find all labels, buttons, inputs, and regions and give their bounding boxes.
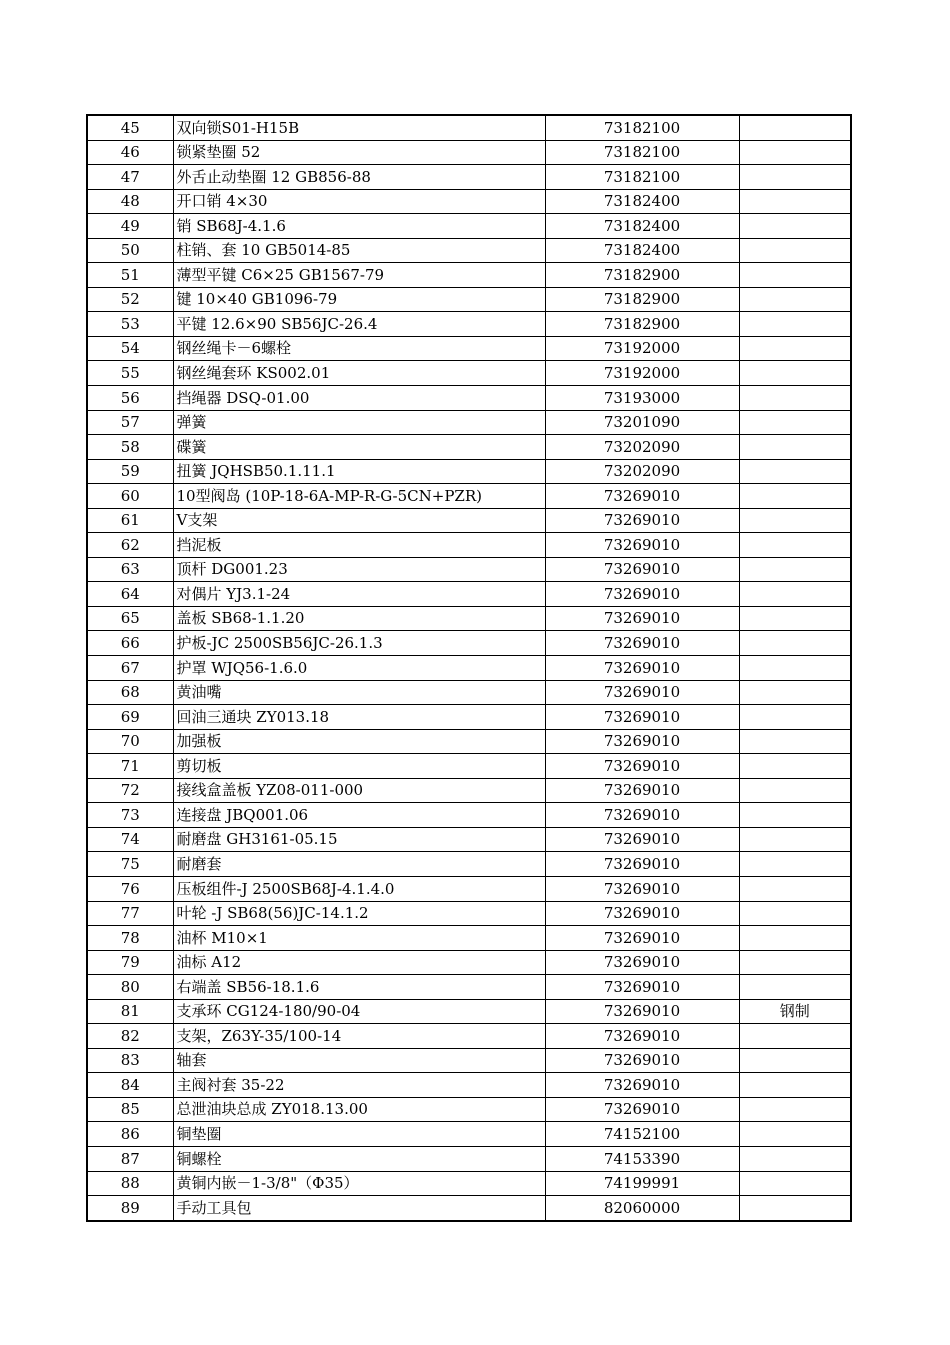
remark-cell <box>739 1097 851 1122</box>
hs-code-cell: 73269010 <box>545 1097 739 1122</box>
remark-cell <box>739 754 851 779</box>
table-row <box>87 336 851 361</box>
row-number-cell: 66 <box>87 631 173 656</box>
remark-cell <box>739 1122 851 1147</box>
item-name-cell: 耐磨盘 GH3161-05.15 <box>173 827 545 852</box>
item-name-cell: 油杯 M10×1 <box>173 926 545 951</box>
item-name-cell: 铜螺栓 <box>173 1146 545 1171</box>
row-number-cell: 53 <box>87 312 173 337</box>
hs-code-cell: 73269010 <box>545 533 739 558</box>
remark-cell <box>739 312 851 337</box>
remark-cell <box>739 557 851 582</box>
row-number-cell: 78 <box>87 926 173 951</box>
table-row <box>87 386 851 411</box>
remark-cell <box>739 533 851 558</box>
remark-cell <box>739 803 851 828</box>
hs-code-cell: 73182100 <box>545 115 739 140</box>
remark-cell <box>739 975 851 1000</box>
remark-cell <box>739 1024 851 1049</box>
row-number-cell: 59 <box>87 459 173 484</box>
row-number-cell: 49 <box>87 214 173 239</box>
hs-code-cell: 73269010 <box>545 606 739 631</box>
item-name-cell: 剪切板 <box>173 754 545 779</box>
hs-code-cell: 73202090 <box>545 459 739 484</box>
item-name-cell: 钢丝绳卡－6螺栓 <box>173 336 545 361</box>
hs-code-cell: 73182900 <box>545 312 739 337</box>
row-number-cell: 85 <box>87 1097 173 1122</box>
hs-code-cell: 73269010 <box>545 975 739 1000</box>
item-name-cell: 钢丝绳套环 KS002.01 <box>173 361 545 386</box>
remark-cell <box>739 926 851 951</box>
remark-cell <box>739 778 851 803</box>
item-name-cell: 挡泥板 <box>173 533 545 558</box>
row-number-cell: 48 <box>87 189 173 214</box>
table-row <box>87 410 851 435</box>
table-row <box>87 778 851 803</box>
item-name-cell: 挡绳器 DSQ-01.00 <box>173 386 545 411</box>
remark-cell <box>739 827 851 852</box>
row-number-cell: 65 <box>87 606 173 631</box>
table-row <box>87 214 851 239</box>
table-row <box>87 656 851 681</box>
remark-cell <box>739 1196 851 1221</box>
table-row <box>87 827 851 852</box>
table-row <box>87 435 851 460</box>
item-name-cell: 销 SB68J-4.1.6 <box>173 214 545 239</box>
remark-cell <box>739 852 851 877</box>
table-row <box>87 803 851 828</box>
table-row <box>87 1146 851 1171</box>
item-name-cell: 平键 12.6×90 SB56JC-26.4 <box>173 312 545 337</box>
item-name-cell: 总泄油块总成 ZY018.13.00 <box>173 1097 545 1122</box>
remark-cell <box>739 459 851 484</box>
hs-code-cell: 73182400 <box>545 189 739 214</box>
remark-cell <box>739 165 851 190</box>
remark-cell <box>739 435 851 460</box>
remark-cell <box>739 901 851 926</box>
item-name-cell: 接线盒盖板 YZ08-011-000 <box>173 778 545 803</box>
item-name-cell: 扭簧 JQHSB50.1.11.1 <box>173 459 545 484</box>
table-row <box>87 557 851 582</box>
row-number-cell: 55 <box>87 361 173 386</box>
remark-cell: 钢制 <box>739 999 851 1024</box>
hs-code-cell: 73269010 <box>545 926 739 951</box>
hs-code-cell: 82060000 <box>545 1196 739 1221</box>
table-row <box>87 950 851 975</box>
parts-table <box>86 114 852 1222</box>
remark-cell <box>739 656 851 681</box>
hs-code-cell: 73269010 <box>545 1073 739 1098</box>
table-row <box>87 729 851 754</box>
table-row <box>87 631 851 656</box>
row-number-cell: 68 <box>87 680 173 705</box>
table-row <box>87 361 851 386</box>
hs-code-cell: 73269010 <box>545 582 739 607</box>
table-row <box>87 189 851 214</box>
item-name-cell: 油标 A12 <box>173 950 545 975</box>
row-number-cell: 47 <box>87 165 173 190</box>
table-row <box>87 926 851 951</box>
row-number-cell: 71 <box>87 754 173 779</box>
remark-cell <box>739 1048 851 1073</box>
remark-cell <box>739 410 851 435</box>
hs-code-cell: 73192000 <box>545 336 739 361</box>
item-name-cell: 柱销、套 10 GB5014-85 <box>173 238 545 263</box>
remark-cell <box>739 606 851 631</box>
row-number-cell: 50 <box>87 238 173 263</box>
row-number-cell: 81 <box>87 999 173 1024</box>
item-name-cell: 薄型平键 C6×25 GB1567-79 <box>173 263 545 288</box>
hs-code-cell: 73182900 <box>545 263 739 288</box>
table-row <box>87 140 851 165</box>
item-name-cell: 手动工具包 <box>173 1196 545 1221</box>
hs-code-cell: 73269010 <box>545 754 739 779</box>
row-number-cell: 56 <box>87 386 173 411</box>
item-name-cell: 黄油嘴 <box>173 680 545 705</box>
hs-code-cell: 73269010 <box>545 508 739 533</box>
table-row <box>87 999 851 1024</box>
row-number-cell: 76 <box>87 876 173 901</box>
row-number-cell: 88 <box>87 1171 173 1196</box>
table-row <box>87 484 851 509</box>
remark-cell <box>739 386 851 411</box>
row-number-cell: 72 <box>87 778 173 803</box>
row-number-cell: 86 <box>87 1122 173 1147</box>
remark-cell <box>739 115 851 140</box>
hs-code-cell: 73182100 <box>545 165 739 190</box>
item-name-cell: 10型阀岛 (10P-18-6A-MP-R-G-5CN+PZR) <box>173 484 545 509</box>
table-row <box>87 165 851 190</box>
hs-code-cell: 73269010 <box>545 901 739 926</box>
remark-cell <box>739 729 851 754</box>
item-name-cell: 碟簧 <box>173 435 545 460</box>
item-name-cell: 加强板 <box>173 729 545 754</box>
parts-table-body <box>87 115 851 1221</box>
hs-code-cell: 73269010 <box>545 803 739 828</box>
table-row <box>87 1048 851 1073</box>
item-name-cell: 支架，Z63Y-35/100-14 <box>173 1024 545 1049</box>
hs-code-cell: 73182400 <box>545 238 739 263</box>
table-row <box>87 459 851 484</box>
row-number-cell: 80 <box>87 975 173 1000</box>
hs-code-cell: 74199991 <box>545 1171 739 1196</box>
remark-cell <box>739 484 851 509</box>
row-number-cell: 54 <box>87 336 173 361</box>
table-row <box>87 238 851 263</box>
row-number-cell: 60 <box>87 484 173 509</box>
hs-code-cell: 73269010 <box>545 1048 739 1073</box>
hs-code-cell: 73269010 <box>545 1024 739 1049</box>
row-number-cell: 64 <box>87 582 173 607</box>
table-row <box>87 287 851 312</box>
remark-cell <box>739 361 851 386</box>
table-row <box>87 1073 851 1098</box>
row-number-cell: 67 <box>87 656 173 681</box>
item-name-cell: 主阀衬套 35-22 <box>173 1073 545 1098</box>
table-row <box>87 1024 851 1049</box>
item-name-cell: 压板组件-J 2500SB68J-4.1.4.0 <box>173 876 545 901</box>
hs-code-cell: 73269010 <box>545 999 739 1024</box>
hs-code-cell: 73269010 <box>545 484 739 509</box>
remark-cell <box>739 1146 851 1171</box>
row-number-cell: 70 <box>87 729 173 754</box>
hs-code-cell: 73182400 <box>545 214 739 239</box>
item-name-cell: 护罩 WJQ56-1.6.0 <box>173 656 545 681</box>
row-number-cell: 46 <box>87 140 173 165</box>
remark-cell <box>739 238 851 263</box>
table-row <box>87 263 851 288</box>
hs-code-cell: 73182900 <box>545 287 739 312</box>
row-number-cell: 58 <box>87 435 173 460</box>
item-name-cell: 叶轮 -J SB68(56)JC-14.1.2 <box>173 901 545 926</box>
item-name-cell: 铜垫圈 <box>173 1122 545 1147</box>
item-name-cell: 开口销 4×30 <box>173 189 545 214</box>
hs-code-cell: 73201090 <box>545 410 739 435</box>
hs-code-cell: 73193000 <box>545 386 739 411</box>
hs-code-cell: 73269010 <box>545 705 739 730</box>
item-name-cell: 护板-JC 2500SB56JC-26.1.3 <box>173 631 545 656</box>
item-name-cell: 支承环 CG124-180/90-04 <box>173 999 545 1024</box>
hs-code-cell: 73269010 <box>545 680 739 705</box>
table-row <box>87 115 851 140</box>
remark-cell <box>739 189 851 214</box>
row-number-cell: 79 <box>87 950 173 975</box>
table-row <box>87 1196 851 1221</box>
table-row <box>87 754 851 779</box>
remark-cell <box>739 263 851 288</box>
hs-code-cell: 73202090 <box>545 435 739 460</box>
hs-code-cell: 73269010 <box>545 557 739 582</box>
remark-cell <box>739 680 851 705</box>
hs-code-cell: 73182100 <box>545 140 739 165</box>
row-number-cell: 63 <box>87 557 173 582</box>
remark-cell <box>739 140 851 165</box>
hs-code-cell: 73269010 <box>545 729 739 754</box>
item-name-cell: 双向锁S01-H15B <box>173 115 545 140</box>
table-row <box>87 876 851 901</box>
table-row <box>87 1122 851 1147</box>
remark-cell <box>739 1171 851 1196</box>
hs-code-cell: 74152100 <box>545 1122 739 1147</box>
row-number-cell: 62 <box>87 533 173 558</box>
item-name-cell: 连接盘 JBQ001.06 <box>173 803 545 828</box>
row-number-cell: 51 <box>87 263 173 288</box>
table-row <box>87 533 851 558</box>
row-number-cell: 83 <box>87 1048 173 1073</box>
row-number-cell: 74 <box>87 827 173 852</box>
remark-cell <box>739 950 851 975</box>
hs-code-cell: 73269010 <box>545 631 739 656</box>
item-name-cell: 顶杆 DG001.23 <box>173 557 545 582</box>
table-row <box>87 1097 851 1122</box>
table-row <box>87 680 851 705</box>
hs-code-cell: 73269010 <box>545 950 739 975</box>
hs-code-cell: 73269010 <box>545 852 739 877</box>
remark-cell <box>739 582 851 607</box>
row-number-cell: 69 <box>87 705 173 730</box>
table-row <box>87 508 851 533</box>
item-name-cell: 弹簧 <box>173 410 545 435</box>
row-number-cell: 84 <box>87 1073 173 1098</box>
item-name-cell: 黄铜内嵌－1-3/8"（Φ35） <box>173 1171 545 1196</box>
table-row <box>87 606 851 631</box>
row-number-cell: 87 <box>87 1146 173 1171</box>
row-number-cell: 77 <box>87 901 173 926</box>
remark-cell <box>739 1073 851 1098</box>
table-row <box>87 975 851 1000</box>
hs-code-cell: 73269010 <box>545 827 739 852</box>
row-number-cell: 82 <box>87 1024 173 1049</box>
hs-code-cell: 73269010 <box>545 876 739 901</box>
table-row <box>87 901 851 926</box>
item-name-cell: 外舌止动垫圈 12 GB856-88 <box>173 165 545 190</box>
item-name-cell: 锁紧垫圈 52 <box>173 140 545 165</box>
row-number-cell: 45 <box>87 115 173 140</box>
item-name-cell: 键 10×40 GB1096-79 <box>173 287 545 312</box>
remark-cell <box>739 336 851 361</box>
row-number-cell: 73 <box>87 803 173 828</box>
table-row <box>87 312 851 337</box>
row-number-cell: 61 <box>87 508 173 533</box>
remark-cell <box>739 705 851 730</box>
item-name-cell: 耐磨套 <box>173 852 545 877</box>
item-name-cell: 右端盖 SB56-18.1.6 <box>173 975 545 1000</box>
item-name-cell: 盖板 SB68-1.1.20 <box>173 606 545 631</box>
remark-cell <box>739 287 851 312</box>
remark-cell <box>739 631 851 656</box>
item-name-cell: 轴套 <box>173 1048 545 1073</box>
hs-code-cell: 74153390 <box>545 1146 739 1171</box>
item-name-cell: V支架 <box>173 508 545 533</box>
row-number-cell: 75 <box>87 852 173 877</box>
remark-cell <box>739 876 851 901</box>
row-number-cell: 52 <box>87 287 173 312</box>
remark-cell <box>739 214 851 239</box>
table-row <box>87 852 851 877</box>
hs-code-cell: 73269010 <box>545 778 739 803</box>
hs-code-cell: 73192000 <box>545 361 739 386</box>
item-name-cell: 回油三通块 ZY013.18 <box>173 705 545 730</box>
row-number-cell: 57 <box>87 410 173 435</box>
table-row <box>87 582 851 607</box>
table-row <box>87 705 851 730</box>
row-number-cell: 89 <box>87 1196 173 1221</box>
item-name-cell: 对偶片 YJ3.1-24 <box>173 582 545 607</box>
table-row <box>87 1171 851 1196</box>
hs-code-cell: 73269010 <box>545 656 739 681</box>
remark-cell <box>739 508 851 533</box>
